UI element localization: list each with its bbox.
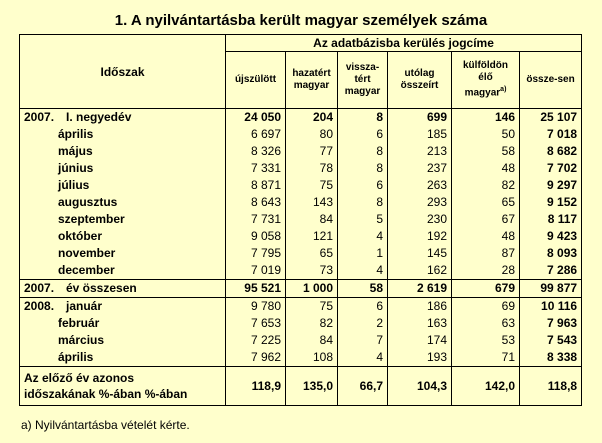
table-cell: 82 bbox=[286, 315, 338, 332]
table-cell: 25 107 bbox=[520, 109, 582, 127]
table-cell: 8 bbox=[338, 194, 388, 211]
table-cell: 75 bbox=[286, 177, 338, 194]
column-header-label: külföldön élő magyar bbox=[463, 60, 508, 99]
table-row bbox=[20, 262, 582, 280]
table-cell: 8 643 bbox=[226, 194, 286, 211]
column-header-label: hazatért magyar bbox=[292, 68, 331, 91]
table-cell: 174 bbox=[388, 332, 452, 349]
table-cell: 9 297 bbox=[520, 177, 582, 194]
table-cell: 7 963 bbox=[520, 315, 582, 332]
table-cell: 84 bbox=[286, 332, 338, 349]
row-label: június bbox=[20, 160, 226, 177]
table-cell: 73 bbox=[286, 262, 338, 280]
table-cell: 163 bbox=[388, 315, 452, 332]
table-cell: 7 018 bbox=[520, 126, 582, 143]
table-cell: 82 bbox=[452, 177, 520, 194]
row-label bbox=[20, 280, 226, 298]
table-cell: 48 bbox=[452, 228, 520, 245]
row-period: év összesen bbox=[66, 281, 137, 295]
table-title: 1. A nyilvántartásba került magyar személyek száma bbox=[114, 12, 488, 29]
table-cell: 6 bbox=[338, 298, 388, 316]
table-cell: 48 bbox=[452, 160, 520, 177]
row-label: március bbox=[20, 332, 226, 349]
row-label: július bbox=[20, 177, 226, 194]
table-cell: 58 bbox=[338, 280, 388, 298]
table-cell: 7 795 bbox=[226, 245, 286, 262]
column-header bbox=[286, 52, 338, 109]
row-label: december bbox=[20, 262, 226, 280]
table-cell: 58 bbox=[452, 143, 520, 160]
table-cell: 145 bbox=[388, 245, 452, 262]
table-cell: 162 bbox=[388, 262, 452, 280]
table-row bbox=[20, 211, 582, 228]
table-row bbox=[20, 298, 582, 316]
table-cell: 679 bbox=[452, 280, 520, 298]
statistics-table bbox=[19, 34, 582, 406]
footnote-marker: a) bbox=[500, 86, 507, 94]
table-cell: 65 bbox=[452, 194, 520, 211]
table-cell: 2 619 bbox=[388, 280, 452, 298]
table-cell: 9 058 bbox=[226, 228, 286, 245]
table-cell: 6 697 bbox=[226, 126, 286, 143]
table-cell: 75 bbox=[286, 298, 338, 316]
row-label: szeptember bbox=[20, 211, 226, 228]
row-label: augusztus bbox=[20, 194, 226, 211]
table-cell: 87 bbox=[452, 245, 520, 262]
table-cell: 146 bbox=[452, 109, 520, 127]
column-header bbox=[388, 52, 452, 109]
table-cell: 4 bbox=[338, 228, 388, 245]
table-cell: 1 bbox=[338, 245, 388, 262]
table-cell: 10 116 bbox=[520, 298, 582, 316]
table-cell: 5 bbox=[338, 211, 388, 228]
percent-cell: 135,0 bbox=[286, 367, 338, 406]
percent-cell: 66,7 bbox=[338, 367, 388, 406]
column-header-label: vissza-tért magyar bbox=[344, 62, 381, 97]
table-cell: 237 bbox=[388, 160, 452, 177]
row-period: I. negyedév bbox=[66, 110, 132, 124]
table-cell: 7 225 bbox=[226, 332, 286, 349]
table-cell: 7 019 bbox=[226, 262, 286, 280]
table-cell: 143 bbox=[286, 194, 338, 211]
column-header-label: össze-sen bbox=[526, 74, 575, 85]
table-cell: 6 bbox=[338, 126, 388, 143]
table-row bbox=[20, 280, 582, 298]
table-cell: 71 bbox=[452, 349, 520, 367]
table-cell: 65 bbox=[286, 245, 338, 262]
row-label: május bbox=[20, 143, 226, 160]
percent-cell: 118,9 bbox=[226, 367, 286, 406]
column-header bbox=[452, 52, 520, 109]
percent-cell: 104,3 bbox=[388, 367, 452, 406]
table-row bbox=[20, 177, 582, 194]
table-cell: 7 731 bbox=[226, 211, 286, 228]
table-cell: 24 050 bbox=[226, 109, 286, 127]
table-cell: 7 543 bbox=[520, 332, 582, 349]
table-cell: 204 bbox=[286, 109, 338, 127]
table-cell: 8 682 bbox=[520, 143, 582, 160]
table-cell: 8 bbox=[338, 143, 388, 160]
percent-label-line2: időszakának %-ában %-ában bbox=[24, 387, 188, 401]
column-header bbox=[338, 52, 388, 109]
column-header bbox=[226, 52, 286, 109]
table-cell: 53 bbox=[452, 332, 520, 349]
percent-cell: 142,0 bbox=[452, 367, 520, 406]
footnote: a) Nyilvántartásba vételét kérte. bbox=[21, 418, 190, 432]
table-cell: 213 bbox=[388, 143, 452, 160]
table-cell: 8 bbox=[338, 160, 388, 177]
table-cell: 1 000 bbox=[286, 280, 338, 298]
table-cell: 50 bbox=[452, 126, 520, 143]
table-cell: 108 bbox=[286, 349, 338, 367]
percent-label-line1: Az előző év azonos bbox=[24, 371, 135, 385]
header-group: Az adatbázisba kerülés jogcíme bbox=[226, 35, 582, 52]
table-row bbox=[20, 315, 582, 332]
percent-row-label bbox=[20, 367, 226, 406]
percent-row bbox=[20, 367, 582, 406]
row-label: október bbox=[20, 228, 226, 245]
table-cell: 9 780 bbox=[226, 298, 286, 316]
table-cell: 699 bbox=[388, 109, 452, 127]
table-cell: 192 bbox=[388, 228, 452, 245]
table-cell: 8 871 bbox=[226, 177, 286, 194]
table-row bbox=[20, 228, 582, 245]
table-cell: 67 bbox=[452, 211, 520, 228]
table-cell: 28 bbox=[452, 262, 520, 280]
table-cell: 7 962 bbox=[226, 349, 286, 367]
table-row bbox=[20, 160, 582, 177]
row-year: 2007. bbox=[24, 110, 55, 124]
table-cell: 78 bbox=[286, 160, 338, 177]
table-cell: 8 326 bbox=[226, 143, 286, 160]
row-year: 2007. bbox=[24, 281, 55, 295]
row-label: április bbox=[20, 126, 226, 143]
table-cell: 8 093 bbox=[520, 245, 582, 262]
table-cell: 4 bbox=[338, 349, 388, 367]
table-cell: 69 bbox=[452, 298, 520, 316]
row-label bbox=[20, 109, 226, 127]
table-cell: 8 bbox=[338, 109, 388, 127]
table-cell: 8 338 bbox=[520, 349, 582, 367]
row-label: február bbox=[20, 315, 226, 332]
table-cell: 193 bbox=[388, 349, 452, 367]
table-cell: 7 bbox=[338, 332, 388, 349]
table-row bbox=[20, 245, 582, 262]
table-cell: 99 877 bbox=[520, 280, 582, 298]
row-label: november bbox=[20, 245, 226, 262]
table-cell: 84 bbox=[286, 211, 338, 228]
table-cell: 4 bbox=[338, 262, 388, 280]
table-row bbox=[20, 109, 582, 127]
table-cell: 293 bbox=[388, 194, 452, 211]
table-cell: 7 331 bbox=[226, 160, 286, 177]
column-header-label: utólag összeírt bbox=[400, 68, 439, 91]
table-cell: 186 bbox=[388, 298, 452, 316]
row-label bbox=[20, 298, 226, 316]
row-year: 2008. bbox=[24, 299, 55, 313]
table-row bbox=[20, 332, 582, 349]
percent-cell: 118,8 bbox=[520, 367, 582, 406]
header-period: Időszak bbox=[20, 35, 226, 109]
table-cell: 7 286 bbox=[520, 262, 582, 280]
table-row bbox=[20, 143, 582, 160]
table-cell: 63 bbox=[452, 315, 520, 332]
row-label: április bbox=[20, 349, 226, 367]
column-header-label: újszülött bbox=[234, 74, 277, 85]
row-period: január bbox=[66, 299, 103, 313]
table-row bbox=[20, 194, 582, 211]
column-header bbox=[520, 52, 582, 109]
table-cell: 263 bbox=[388, 177, 452, 194]
table-cell: 7 702 bbox=[520, 160, 582, 177]
table-cell: 230 bbox=[388, 211, 452, 228]
table-cell: 95 521 bbox=[226, 280, 286, 298]
table-cell: 77 bbox=[286, 143, 338, 160]
table-cell: 9 152 bbox=[520, 194, 582, 211]
table-cell: 80 bbox=[286, 126, 338, 143]
table-row bbox=[20, 126, 582, 143]
table-cell: 185 bbox=[388, 126, 452, 143]
table-cell: 121 bbox=[286, 228, 338, 245]
table-cell: 6 bbox=[338, 177, 388, 194]
table-cell: 9 423 bbox=[520, 228, 582, 245]
table-row bbox=[20, 349, 582, 367]
table-cell: 2 bbox=[338, 315, 388, 332]
table-cell: 7 653 bbox=[226, 315, 286, 332]
table-cell: 8 117 bbox=[520, 211, 582, 228]
